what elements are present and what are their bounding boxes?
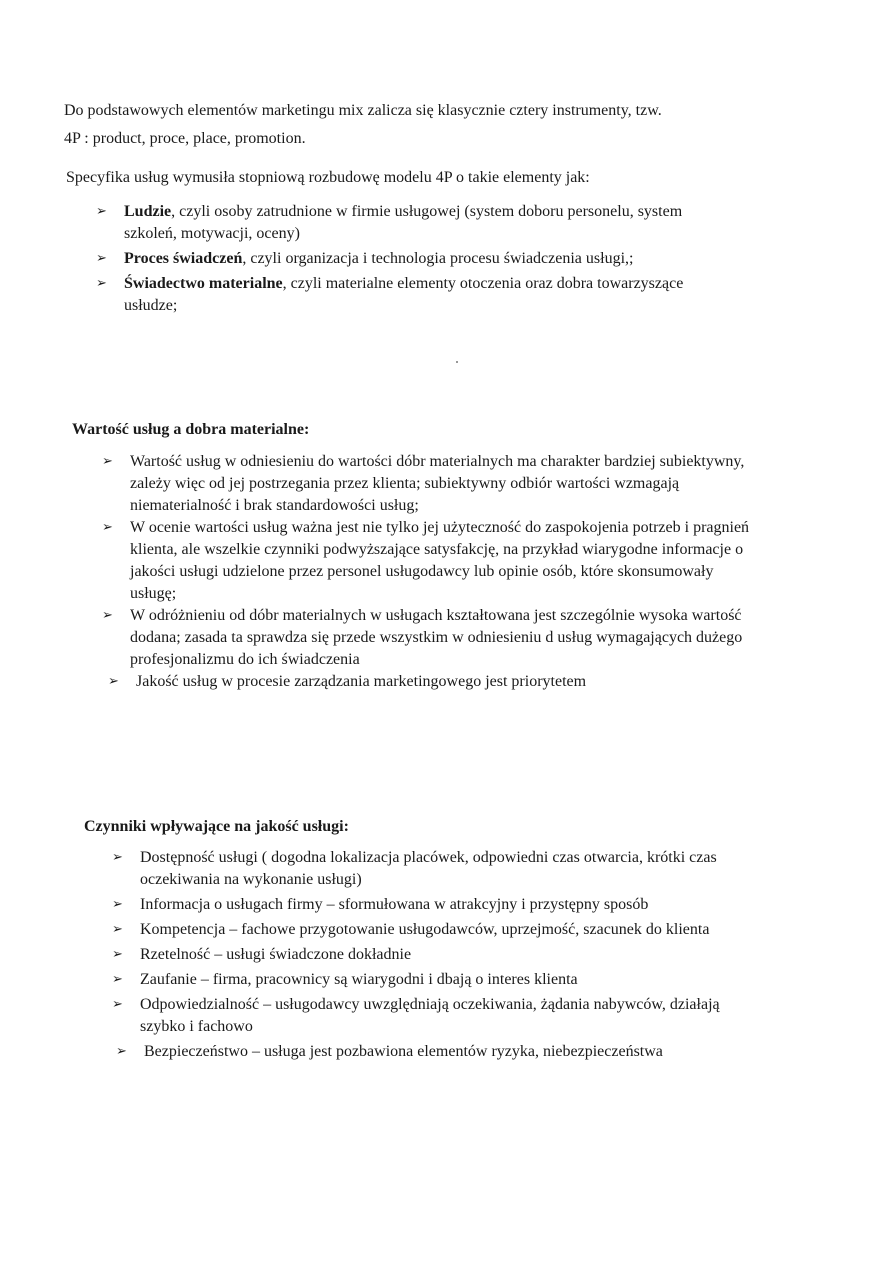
- section-heading: Czynniki wpływające na jakość usługi:: [84, 818, 349, 835]
- list-item: [96, 273, 684, 317]
- intro-line-2: 4P : product, proce, place, promotion.: [64, 130, 306, 147]
- arrow-bullet-icon: ➢: [96, 276, 107, 291]
- item-text: Rzetelność – usługi świadczone dokładnie: [140, 946, 412, 963]
- arrow-bullet-icon: ➢: [96, 251, 107, 266]
- section2-list: [102, 451, 752, 693]
- list-item: [108, 671, 752, 693]
- arrow-bullet-icon: ➢: [112, 850, 123, 865]
- list-item: [102, 517, 752, 605]
- item-text: Jakość usług w procesie zarządzania marketingowego jest priorytetem: [136, 673, 587, 690]
- list-item: [102, 605, 752, 671]
- list-item: [112, 944, 762, 966]
- item-text: W ocenie wartości usług ważna jest nie tylko jej użyteczność do zaspokojenia potrzeb i pragnień klienta, ale wszelkie czynniki podwyższające satysfakcję, na przykład wiarygodne informacje o jakości usługi udzielone przez personel usługodawcy lub opinie osób, które skonsumowały usługę;: [130, 519, 750, 602]
- item-bold-label: Świadectwo materialne: [124, 275, 283, 292]
- list-item: [116, 1041, 762, 1063]
- item-bold-label: Proces świadczeń: [124, 250, 243, 267]
- item-text: W odróżnieniu od dóbr materialnych w usługach kształtowana jest szczególnie wysoka wartość dodana; zasada ta sprawdza się przede wszystkim w odniesieniu d usług wymagających dużego profesjonalizmu do ich świadczenia: [130, 607, 743, 668]
- item-text: Kompetencja – fachowe przygotowanie usługodawców, uprzejmość, szacunek do klienta: [140, 921, 710, 938]
- list-item: [96, 248, 706, 270]
- item-text: Informacja o usługach firmy – sformułowana w atrakcyjny i przystępny sposób: [140, 896, 649, 913]
- item-text: , czyli osoby zatrudnione w firmie usługowej (system doboru personelu, system szkoleń, motywacji, oceny): [124, 203, 683, 242]
- list-item: [102, 451, 752, 517]
- item-bold-label: Ludzie: [124, 203, 172, 220]
- list-item: [96, 201, 706, 245]
- intro-line-3: Specyfika usług wymusiła stopniową rozbudowę modelu 4P o takie elementy jak:: [66, 169, 590, 186]
- arrow-bullet-icon: ➢: [102, 454, 113, 469]
- list-item: [112, 994, 762, 1038]
- arrow-bullet-icon: ➢: [96, 204, 107, 219]
- section3-list: [112, 847, 762, 1063]
- arrow-bullet-icon: ➢: [112, 897, 123, 912]
- arrow-bullet-icon: ➢: [116, 1044, 127, 1059]
- item-text: , czyli organizacja i technologia procesu świadczenia usługi,;: [242, 250, 634, 267]
- arrow-bullet-icon: ➢: [102, 608, 113, 623]
- section-heading: Wartość usług a dobra materialne:: [72, 421, 310, 438]
- scan-speck: [456, 361, 458, 363]
- list-item: [112, 969, 762, 991]
- item-text: Wartość usług w odniesieniu do wartości dóbr materialnych ma charakter bardziej subiektywny, zależy więc od jej postrzegania przez klienta; subiektywny odbiór wartości wzmagają niematerialność i brak standardowości usług;: [130, 453, 745, 514]
- item-text: Bezpieczeństwo – usługa jest pozbawiona elementów ryzyka, niebezpieczeństwa: [144, 1043, 663, 1060]
- arrow-bullet-icon: ➢: [112, 997, 123, 1012]
- arrow-bullet-icon: ➢: [112, 947, 123, 962]
- arrow-bullet-icon: ➢: [112, 972, 123, 987]
- arrow-bullet-icon: ➢: [102, 520, 113, 535]
- list-item: [112, 847, 762, 891]
- arrow-bullet-icon: ➢: [108, 674, 119, 689]
- item-text: Zaufanie – firma, pracownicy są wiarygodni i dbają o interes klienta: [140, 971, 578, 988]
- item-text: Dostępność usługi ( dogodna lokalizacja placówek, odpowiedni czas otwarcia, krótki czas oczekiwania na wykonanie usługi): [140, 849, 717, 888]
- list-item: [112, 894, 762, 916]
- item-text: Odpowiedzialność – usługodawcy uwzględniają oczekiwania, żądania nabywców, działają szybko i fachowo: [140, 996, 720, 1035]
- item-text: , czyli materialne elementy otoczenia oraz dobra towarzyszące usłudze;: [124, 275, 684, 314]
- intro-line-1: Do podstawowych elementów marketingu mix zalicza się klasycznie cztery instrumenty, tzw.: [64, 102, 662, 119]
- arrow-bullet-icon: ➢: [112, 922, 123, 937]
- section1-list: [96, 201, 706, 317]
- list-item: [112, 919, 740, 941]
